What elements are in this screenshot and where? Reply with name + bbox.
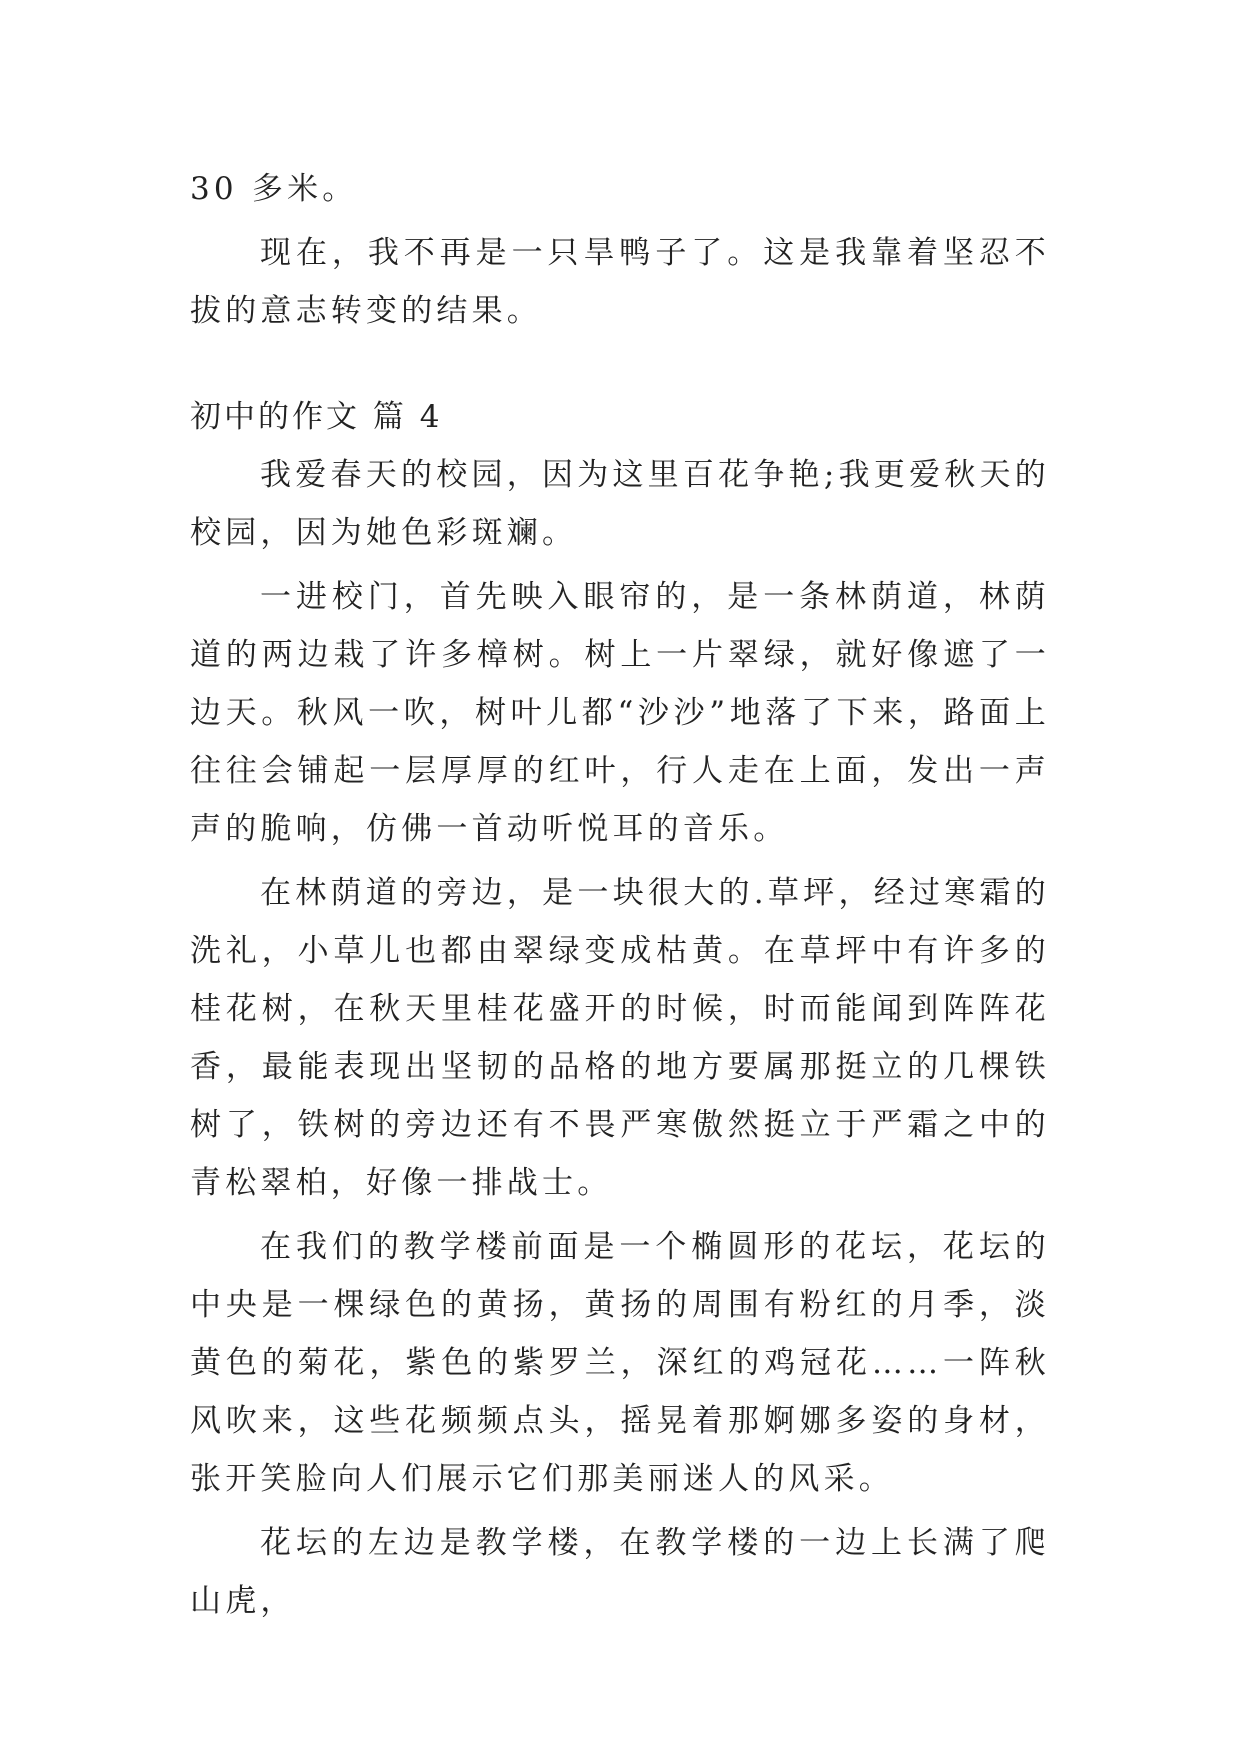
section-title: 初中的作文 篇 4 bbox=[190, 399, 443, 435]
paragraph-tree-lined-path: 一进校门，首先映入眼帘的，是一条林荫道，林荫道的两边栽了许多樟树。树上一片翠绿，就好像遮了一边天。秋风一吹，树叶儿都“沙沙”地落了下来，路面上往往会铺起一层厚厚的红叶，行人走在上面，发出一声声的脆响，仿佛一首动听悦耳的音乐。 bbox=[190, 579, 1050, 847]
paragraph-teaching-building: 花坛的左边是教学楼，在教学楼的一边上长满了爬山虎， bbox=[190, 1525, 1050, 1619]
paragraph-not-a-duck-anymore: 现在，我不再是一只旱鸭子了。这是我靠着坚忍不拔的意志转变的结果。 bbox=[190, 235, 1050, 329]
paragraph-lawn: 在林荫道的旁边，是一块很大的.草坪，经过寒霜的洗礼，小草儿也都由翠绿变成枯黄。在草坪中有许多的桂花树，在秋天里桂花盛开的时候，时而能闻到阵阵花香，最能表现出坚韧的品格的地方要属那挺立的几棵铁树了，铁树的旁边还有不畏严寒傲然挺立于严霜之中的青松翠柏，好像一排战士。 bbox=[190, 875, 1050, 1201]
paragraph-continuation: 30 多米。 bbox=[190, 171, 358, 207]
paragraph-flower-bed: 在我们的教学楼前面是一个椭圆形的花坛，花坛的中央是一棵绿色的黄扬，黄扬的周围有粉红的月季，淡黄色的菊花，紫色的紫罗兰，深红的鸡冠花……一阵秋风吹来，这些花频频点头，摇晃着那婀娜多姿的身材，张开笑脸向人们展示它们那美丽迷人的风采。 bbox=[190, 1229, 1050, 1497]
document-body bbox=[190, 160, 1050, 1636]
paragraph-spring-autumn-campus: 我爱春天的校园，因为这里百花争艳;我更爱秋天的校园，因为她色彩斑斓。 bbox=[190, 457, 1050, 551]
